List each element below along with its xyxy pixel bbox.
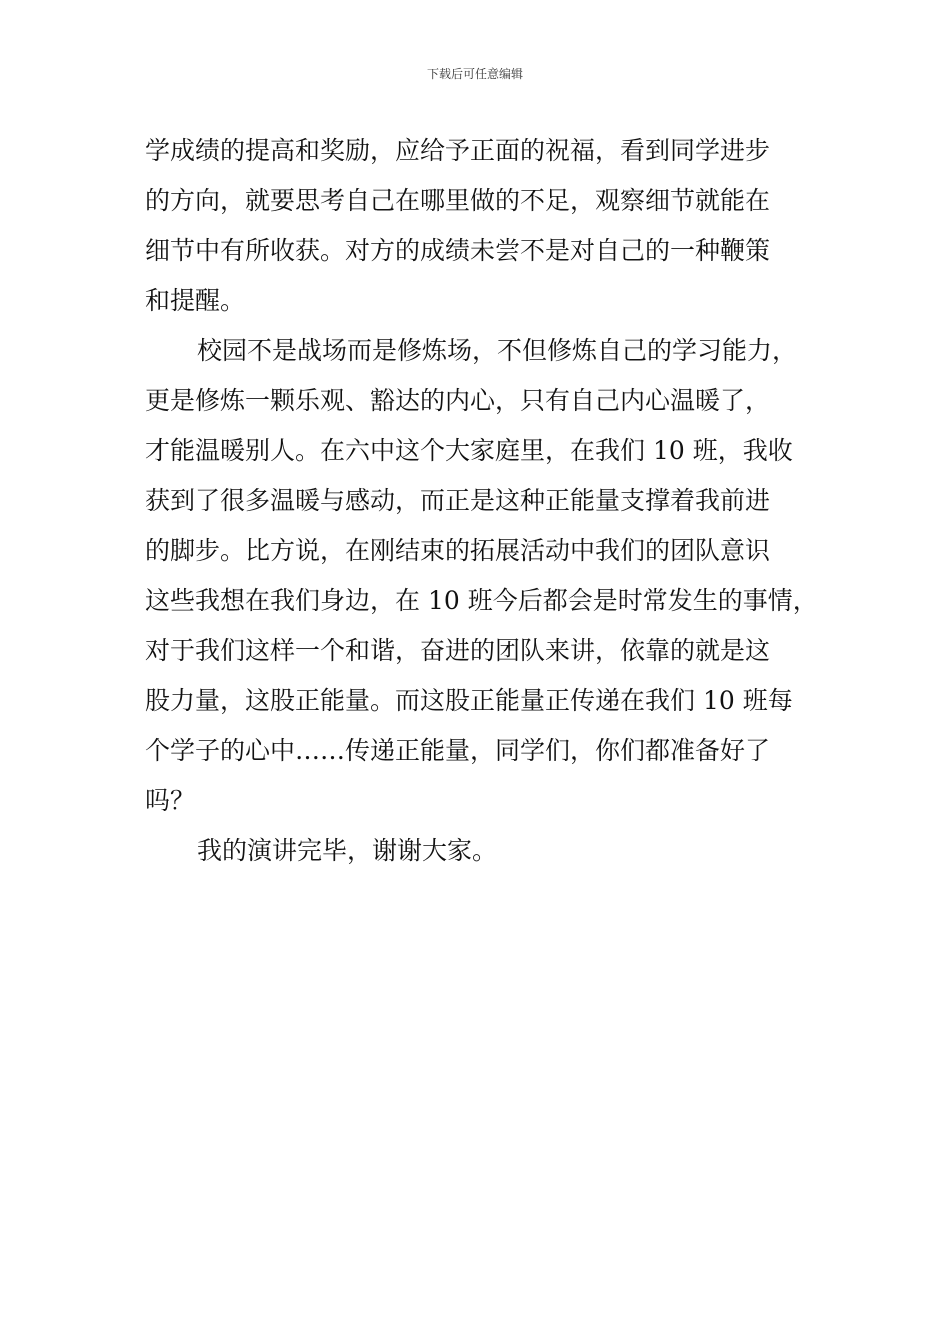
text-line: 细节中有所收获。对方的成绩未尝不是对自己的一种鞭策 [145,236,771,265]
text-line: 获到了很多温暖与感动，而正是这种正能量支撑着我前进 [145,486,771,515]
text-line: 校园不是战场而是修炼场，不但修炼自己的学习能力， [197,336,798,365]
document-body [145,126,825,876]
text-line: 这些我想在我们身边，在 10 班今后都会是时常发生的事情， [145,586,818,615]
text-line: 吗？ [145,786,196,815]
text-line: 更是修炼一颗乐观、豁达的内心，只有自己内心温暖了， [145,386,771,415]
text-line: 和提醒。 [145,286,246,315]
text-line: 个学子的心中……传递正能量，同学们，你们都准备好了 [145,736,771,765]
paragraph-2 [145,326,825,826]
text-line: 才能温暖别人。在六中这个大家庭里，在我们 10 班，我收 [145,436,793,465]
text-line: 对于我们这样一个和谐，奋进的团队来讲，依靠的就是这 [145,636,771,665]
text-line: 的方向，就要思考自己在哪里做的不足，观察细节就能在 [145,186,771,215]
text-line: 股力量，这股正能量。而这股正能量正传递在我们 10 班每 [145,686,793,715]
paragraph-3 [145,826,825,876]
paragraph-1 [145,126,825,326]
text-line: 的脚步。比方说，在刚结束的拓展活动中我们的团队意识 [145,536,771,565]
text-line: 学成绩的提高和奖励，应给予正面的祝福，看到同学进步 [145,136,771,165]
text-line: 我的演讲完毕，谢谢大家。 [197,836,498,865]
page-header: 下载后可任意编辑 [426,67,523,81]
